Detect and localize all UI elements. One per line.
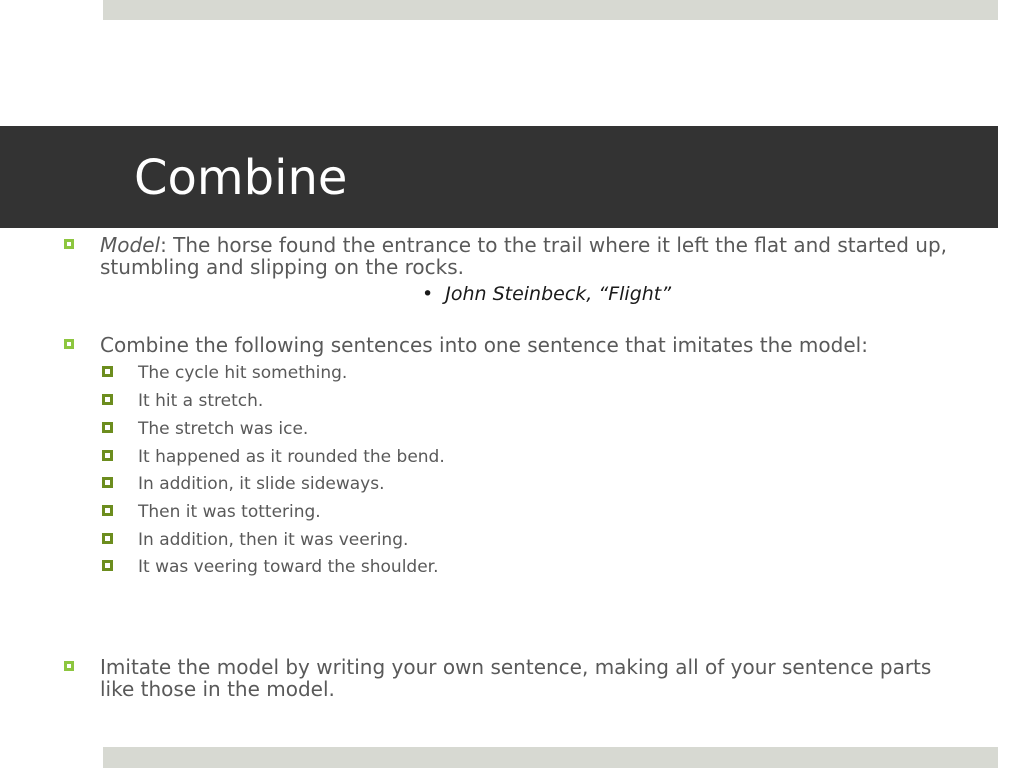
attribution-text: John Steinbeck, “Flight” <box>445 283 672 305</box>
sentence-text: It hit a stretch. <box>138 391 264 411</box>
sentence-text: In addition, it slide sideways. <box>138 474 385 494</box>
model-label: Model <box>100 233 161 257</box>
combine-instruction: Combine the following sentences into one sentence that imitates the model: <box>100 333 868 357</box>
square-bullet-icon <box>102 505 113 516</box>
square-bullet-icon <box>102 450 113 461</box>
square-bullet-icon <box>102 366 113 377</box>
sentence-text: It was veering toward the shoulder. <box>138 557 439 577</box>
model-paragraph <box>100 234 960 278</box>
square-bullet-icon <box>102 422 113 433</box>
model-text: : The horse found the entrance to the trail where it left the flat and started up, stumbling and slipping on the rocks. <box>100 233 948 279</box>
top-accent-bar <box>103 0 998 20</box>
imitate-instruction: Imitate the model by writing your own sentence, making all of your sentence parts like those in the model. <box>100 655 932 701</box>
sentence-text: The stretch was ice. <box>138 419 309 439</box>
square-bullet-icon <box>64 239 74 249</box>
square-bullet-icon <box>102 560 113 571</box>
sentence-text: Then it was tottering. <box>138 502 321 522</box>
square-bullet-icon <box>64 661 74 671</box>
attribution-bullet: • <box>422 283 434 305</box>
square-bullet-icon <box>102 394 113 405</box>
sentence-text: It happened as it rounded the bend. <box>138 447 445 467</box>
sentence-text: The cycle hit something. <box>138 363 348 383</box>
bottom-accent-bar <box>103 747 998 768</box>
square-bullet-icon <box>64 339 74 349</box>
square-bullet-icon <box>102 533 113 544</box>
attribution <box>422 282 671 306</box>
slide-title: Combine <box>134 150 348 206</box>
sentence-text: In addition, then it was veering. <box>138 530 409 550</box>
square-bullet-icon <box>102 477 113 488</box>
